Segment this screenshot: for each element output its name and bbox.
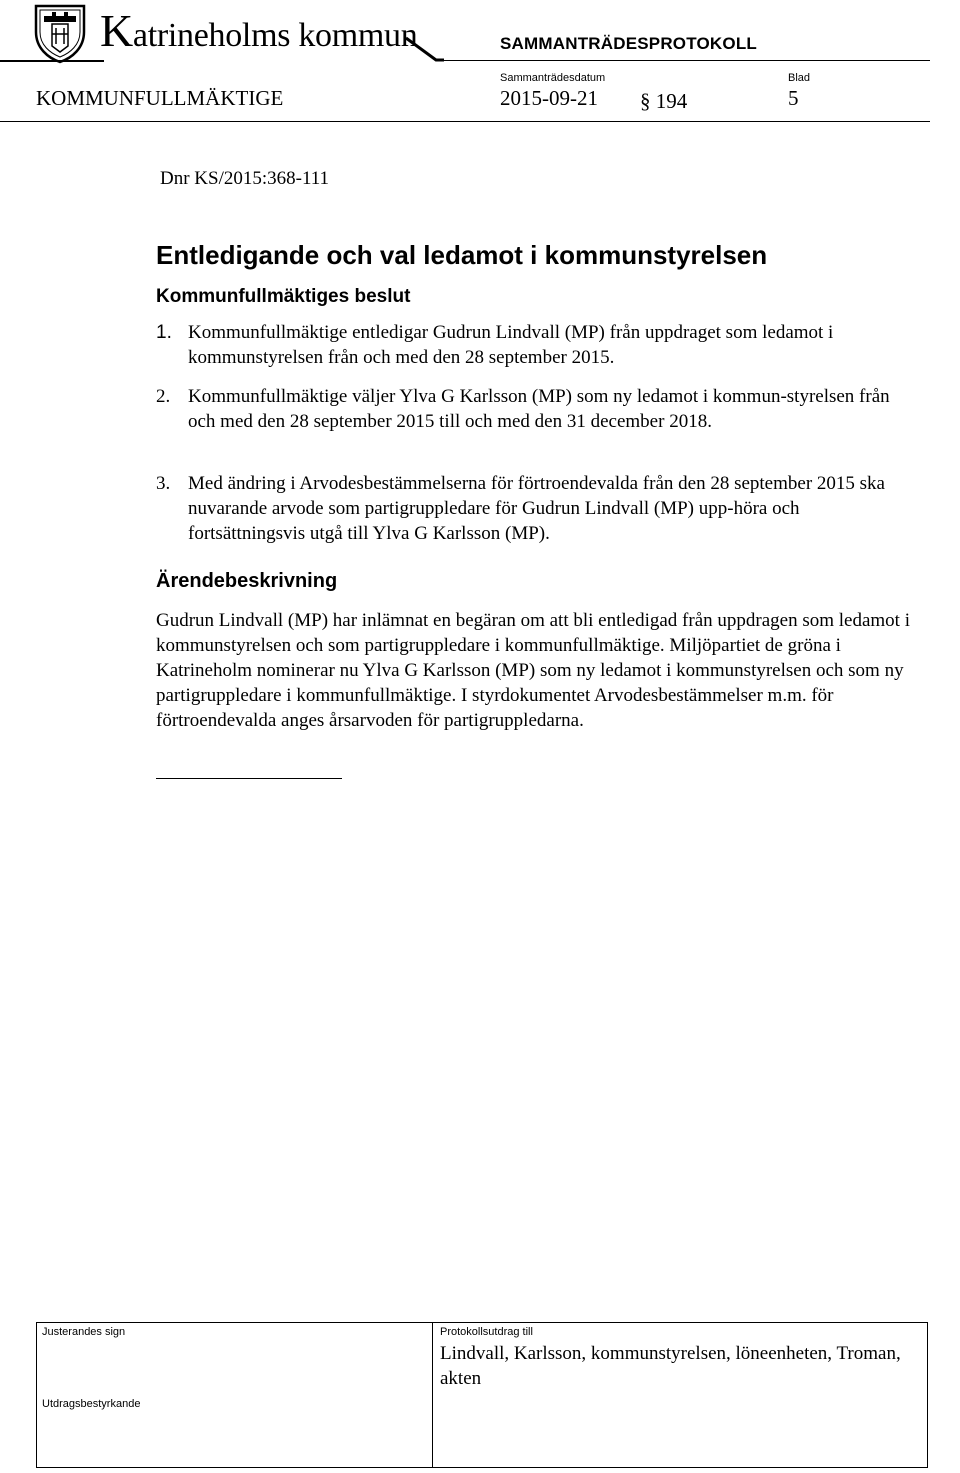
decision-text: Kommunfullmäktige väljer Ylva G Karlsson (MP) som ny ledamot i kommun-styrelsen från och med den 28 september 2015 till och med den 31 december 2018. — [188, 386, 890, 432]
council-name: KOMMUNFULLMÄKTIGE — [36, 86, 284, 110]
document-type: SAMMANTRÄDESPROTOKOLL — [500, 34, 757, 53]
decision-text: Med ändring i Arvodesbestämmelserna för förtroendevalda från den 28 september 2015 ska nuvarande arvode som partigruppledare för Gudrun Lindvall (MP) upp-höra och fortsättningsvis utgå till Ylva G Karlsson (MP). — [188, 473, 885, 544]
signature-box-divider — [432, 1322, 433, 1468]
decision-item — [156, 471, 916, 546]
header-divider — [0, 121, 930, 122]
decision-item — [156, 320, 916, 370]
page-label: Blad — [788, 72, 811, 84]
organization-name: Katrineholms kommun — [100, 5, 418, 56]
meeting-date: 2015-09-21 — [500, 86, 598, 110]
municipal-coat-of-arms-icon — [30, 2, 90, 64]
decision-number: 1. — [156, 322, 172, 343]
logo-underline-slash — [404, 34, 444, 64]
distribution-label: Protokollsutdrag till — [440, 1326, 533, 1338]
page-title: Entledigande och val ledamot i kommunstyrelsen — [156, 240, 768, 270]
decision-heading: Kommunfullmäktiges beslut — [156, 286, 411, 307]
decision-item — [156, 384, 916, 434]
meeting-date-label: Sammanträdesdatum — [500, 72, 606, 84]
adjuster-signature-label: Justerandes sign — [42, 1326, 126, 1338]
decision-number: 2. — [156, 386, 171, 407]
distribution-list: Lindvall, Karlsson, kommunstyrelsen, löneenheten, Troman, akten — [440, 1343, 901, 1389]
description-text: Gudrun Lindvall (MP) har inlämnat en begäran om att bli entledigad från uppdragen som ledamot i kommunstyrelsen och som partigruppledare i kommunfullmäktige. Miljöpartiet de gröna i Katrineholm nominerar nu Ylva G Karlsson (MP) som ny ledamot i kommunstyrelsen och som ny partigruppledare i kommunfullmäktige. I styrdokumentet Arvodesbestämmelser m.m. för förtroendevalda anges årsarvoden för partigruppledarna. — [156, 610, 910, 731]
end-of-section-rule — [156, 778, 342, 779]
header-top-rule — [440, 60, 930, 61]
page-number: 5 — [788, 86, 799, 110]
decision-text: Kommunfullmäktige entledigar Gudrun Lindvall (MP) från uppdraget som ledamot i kommunstyrelsen från och med den 28 september 2015. — [188, 322, 834, 368]
decision-number: 3. — [156, 473, 171, 494]
logo-underline-left — [0, 60, 104, 62]
description-heading: Ärendebeskrivning — [156, 570, 338, 592]
case-reference: Dnr KS/2015:368-111 — [160, 168, 330, 189]
extract-certification-label: Utdragsbestyrkande — [42, 1398, 141, 1410]
section-number: § 194 — [640, 89, 688, 113]
